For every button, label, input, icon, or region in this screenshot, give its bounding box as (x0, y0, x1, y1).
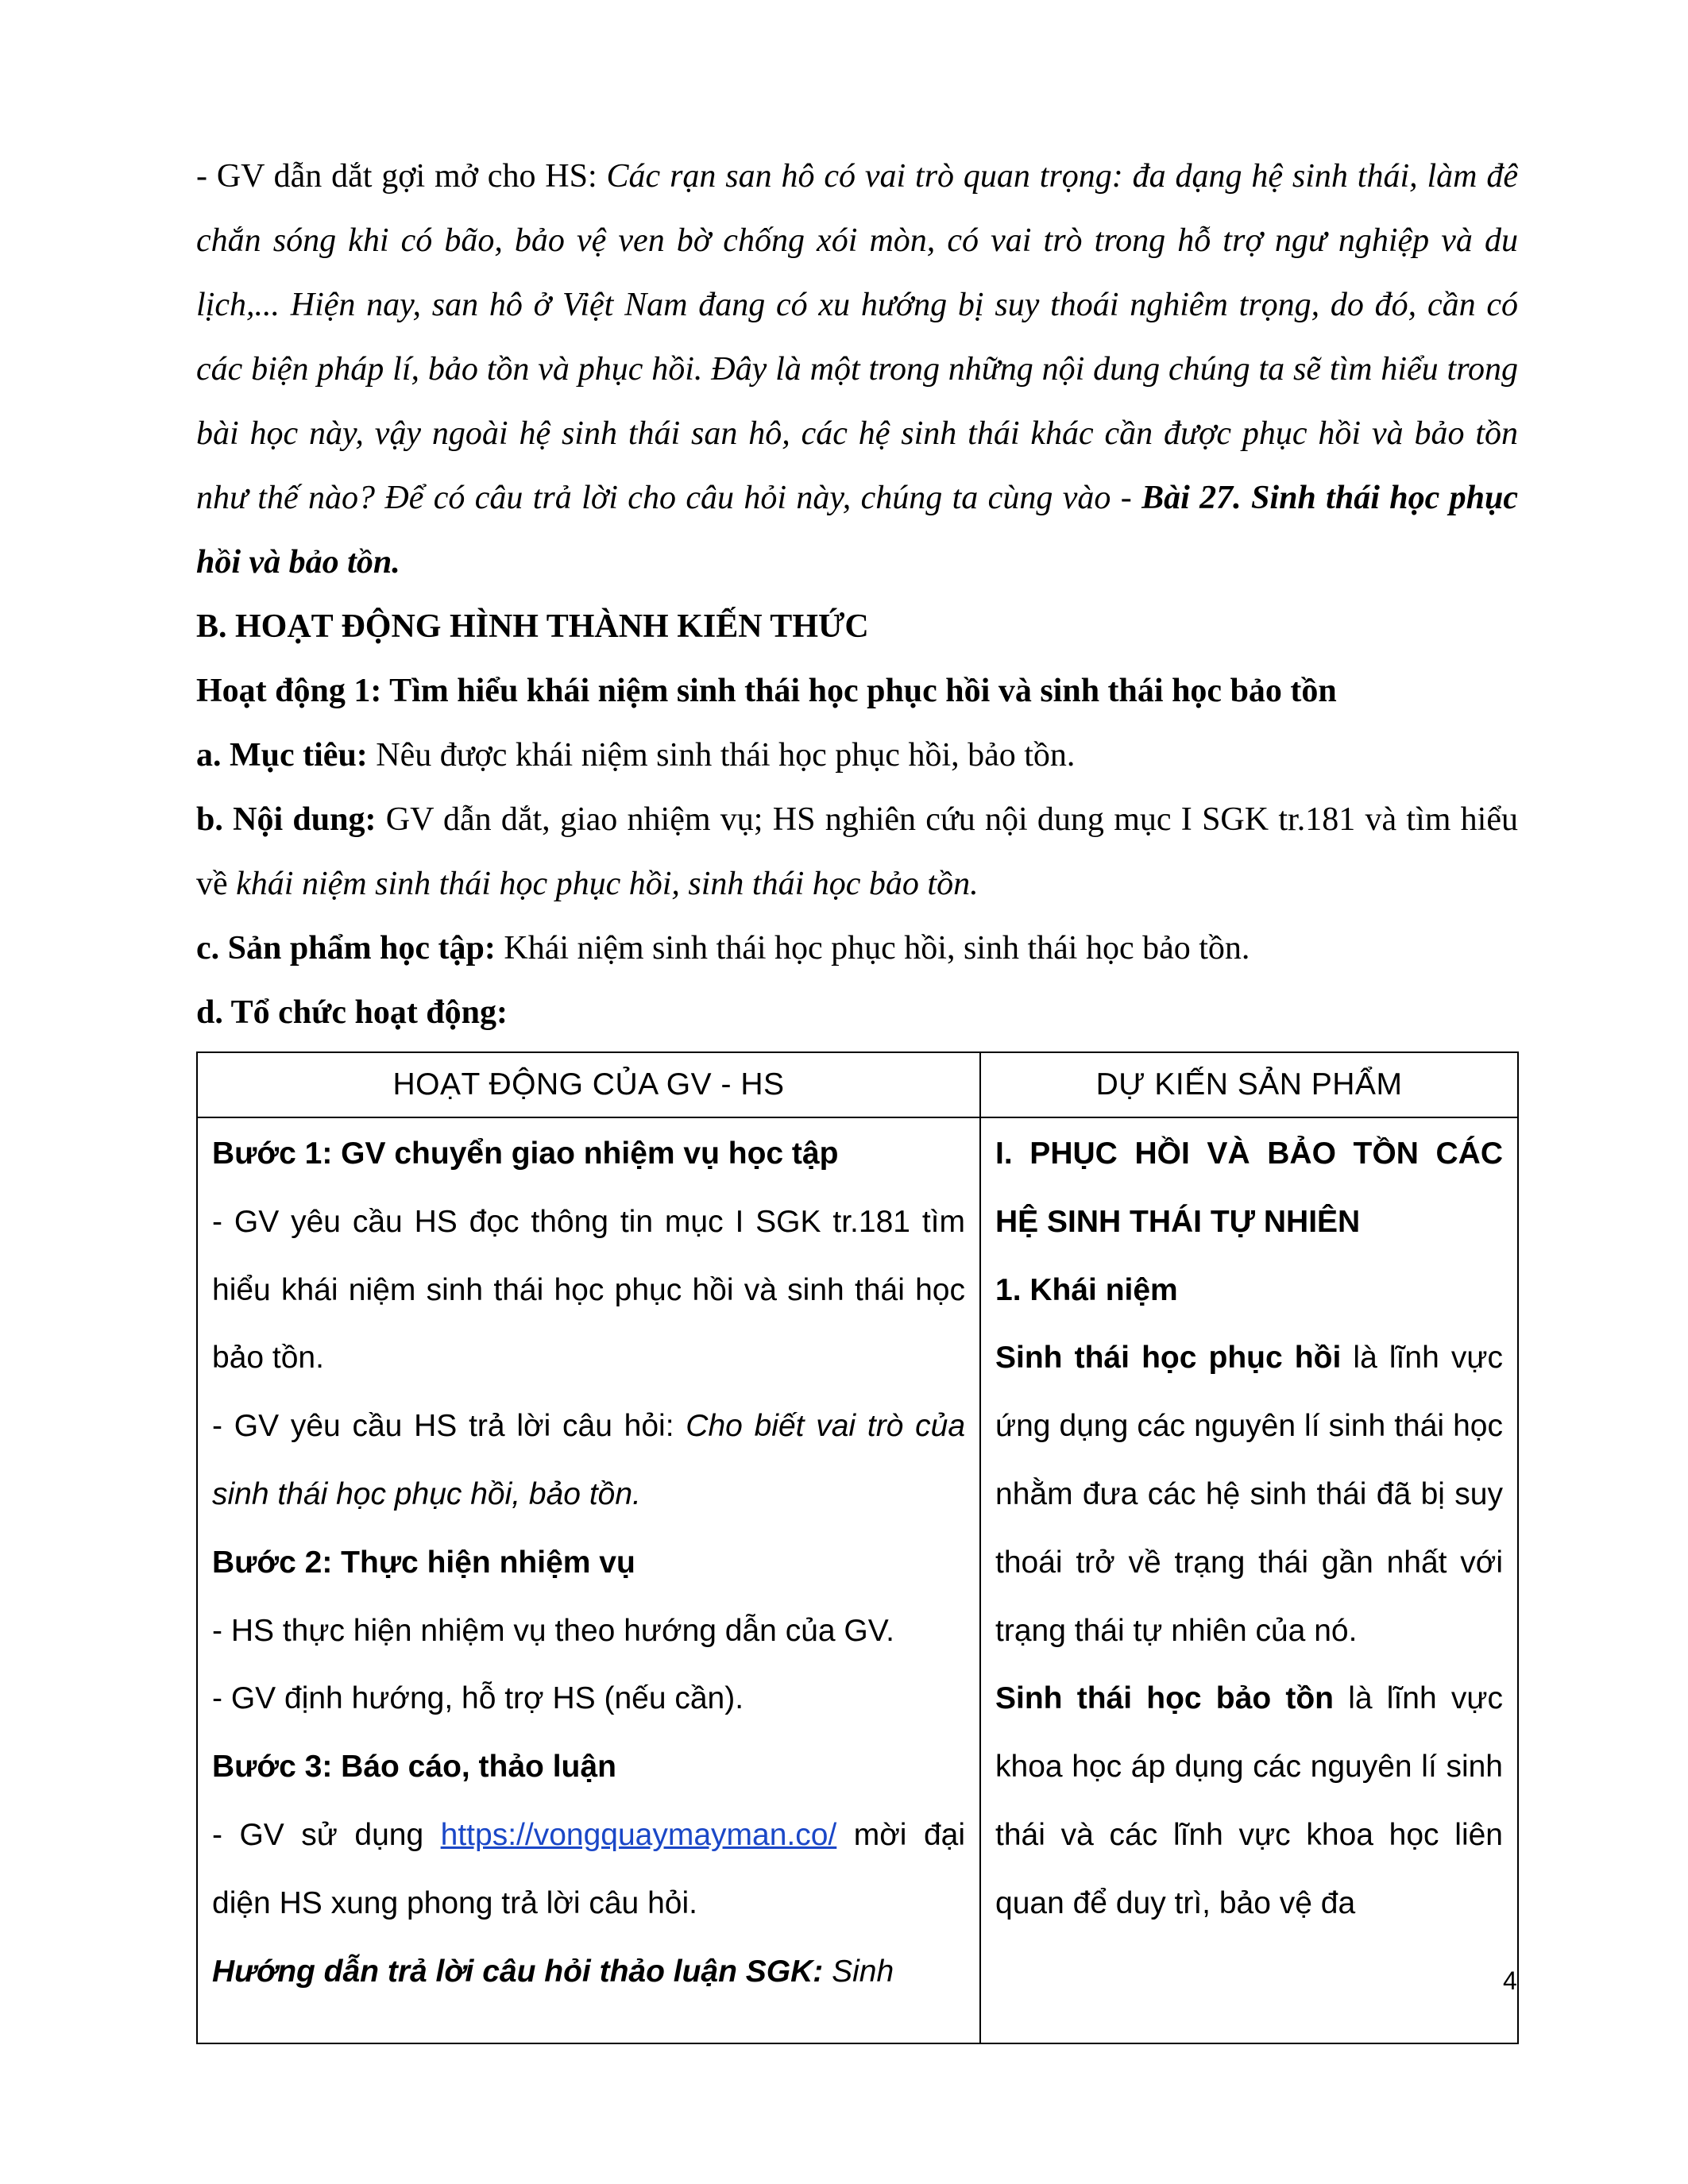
document-body (196, 145, 1518, 1045)
intro-paragraph (196, 145, 1518, 595)
content-text: GV dẫn dắt, giao nhiệm vụ; HS nghiên cứu nội dung mục I SGK tr.181 và tìm hiểu về (196, 801, 1518, 902)
term-conservation: Sinh thái học bảo tồn (995, 1681, 1334, 1716)
content-line (196, 788, 1518, 916)
def-conservation: là lĩnh vực khoa học áp dụng các nguyên lí sinh thái và các lĩnh vực khoa học liên quan để duy trì, bảo vệ đa (995, 1681, 1503, 1920)
step3-lead: - GV sử dụng (212, 1817, 441, 1852)
product-subheading: 1. Khái niệm (995, 1272, 1178, 1307)
organize-heading: d. Tổ chức hoạt động: (196, 994, 508, 1031)
table-row (197, 1117, 1518, 2043)
def-restoration: là lĩnh vực ứng dụng các nguyên lí sinh thái học nhằm đưa các hệ sinh thái đã bị suy thoái trở về trạng thái gần nhất với trạng thái tự nhiên của nó. (995, 1341, 1503, 1648)
step2-text2: - GV định hướng, hỗ trợ HS (nếu cần). (212, 1681, 744, 1716)
lesson-title: Bài 27. Sinh thái học phục hồi và bảo tồn. (196, 480, 1518, 581)
step3-text (212, 1801, 965, 1938)
step1-text2 (212, 1392, 965, 1529)
guide-line (212, 1938, 965, 2006)
activities-cell (197, 1117, 980, 2043)
intro-italic-text: Các rạn san hô có vai trò quan trọng: đa dạng hệ sinh thái, làm đê chắn sóng khi có bão, bảo vệ ven bờ chống xói mòn, có vai trò trong hỗ trợ ngư nghiệp và du lịch,... Hiện nay, san hô ở Việt Nam đang có xu hướng bị suy thoái nghiêm trọng, do đó, cần có các biện pháp lí, bảo tồn và phục hồi. Đây là một trong những nội dung chúng ta sẽ tìm hiểu trong bài học này, vậy ngoài hệ sinh thái san hô, các hệ sinh thái khác cần được phục hồi và bảo tồn như thế nào? Để có câu trả lời cho câu hỏi này, chúng ta cùng vào - (196, 158, 1518, 516)
content-italic: khái niệm sinh thái học phục hồi, sinh thái học bảo tồn. (236, 866, 979, 902)
header-expected-products: DỰ KIẾN SẢN PHẨM (980, 1052, 1518, 1117)
definition-restoration (995, 1324, 1503, 1665)
activity-table (196, 1051, 1519, 2044)
product-line (196, 916, 1518, 981)
section-heading: B. HOẠT ĐỘNG HÌNH THÀNH KIẾN THỨC (196, 608, 869, 645)
step2-text1: - HS thực hiện nhiệm vụ theo hướng dẫn của GV. (212, 1613, 895, 1648)
content-label: b. Nội dung: (196, 801, 377, 838)
step1-text1: - GV yêu cầu HS đọc thông tin mục I SGK tr.181 tìm hiểu khái niệm sinh thái học phục hồi và sinh thái học bảo tồn. (212, 1204, 965, 1376)
step2-title: Bước 2: Thực hiện nhiệm vụ (212, 1545, 635, 1580)
step1-title: Bước 1: GV chuyển giao nhiệm vụ học tập (212, 1136, 839, 1171)
step1-question: Cho biết vai trò của sinh thái học phục hồi, bảo tồn. (212, 1409, 965, 1511)
intro-lead: - GV dẫn dắt gợi mở cho HS: (196, 158, 607, 195)
product-label: c. Sản phẩm học tập: (196, 930, 496, 967)
page-number: 4 (1503, 1966, 1517, 1995)
guide-tail: Sinh (823, 1954, 894, 1989)
step3-tail: mời đại diện HS xung phong trả lời câu hỏi. (212, 1817, 965, 1920)
guide-bold: Hướng dẫn trả lời câu hỏi thảo luận SGK: (212, 1954, 824, 1989)
wheel-link[interactable]: https://vongquaymayman.co/ (440, 1817, 837, 1852)
products-cell (980, 1117, 1518, 2043)
objective-text: Nêu được khái niệm sinh thái học phục hồi, bảo tồn. (367, 737, 1076, 774)
product-text: Khái niệm sinh thái học phục hồi, sinh thái học bảo tồn. (495, 930, 1250, 967)
step1-text2-lead: - GV yêu cầu HS trả lời câu hỏi: (212, 1409, 686, 1444)
step3-title: Bước 3: Báo cáo, thảo luận (212, 1750, 616, 1785)
table-header-row (197, 1052, 1518, 1117)
header-activities: HOẠT ĐỘNG CỦA GV - HS (197, 1052, 980, 1117)
activity-heading: Hoạt động 1: Tìm hiểu khái niệm sinh thái học phục hồi và sinh thái học bảo tồn (196, 673, 1337, 709)
objective-line (196, 723, 1518, 788)
definition-conservation (995, 1665, 1503, 1937)
product-heading: I. PHỤC HỒI VÀ BẢO TỒN CÁC HỆ SINH THÁI TỰ NHIÊN (995, 1136, 1503, 1239)
objective-label: a. Mục tiêu: (196, 737, 368, 774)
term-restoration: Sinh thái học phục hồi (995, 1341, 1342, 1376)
